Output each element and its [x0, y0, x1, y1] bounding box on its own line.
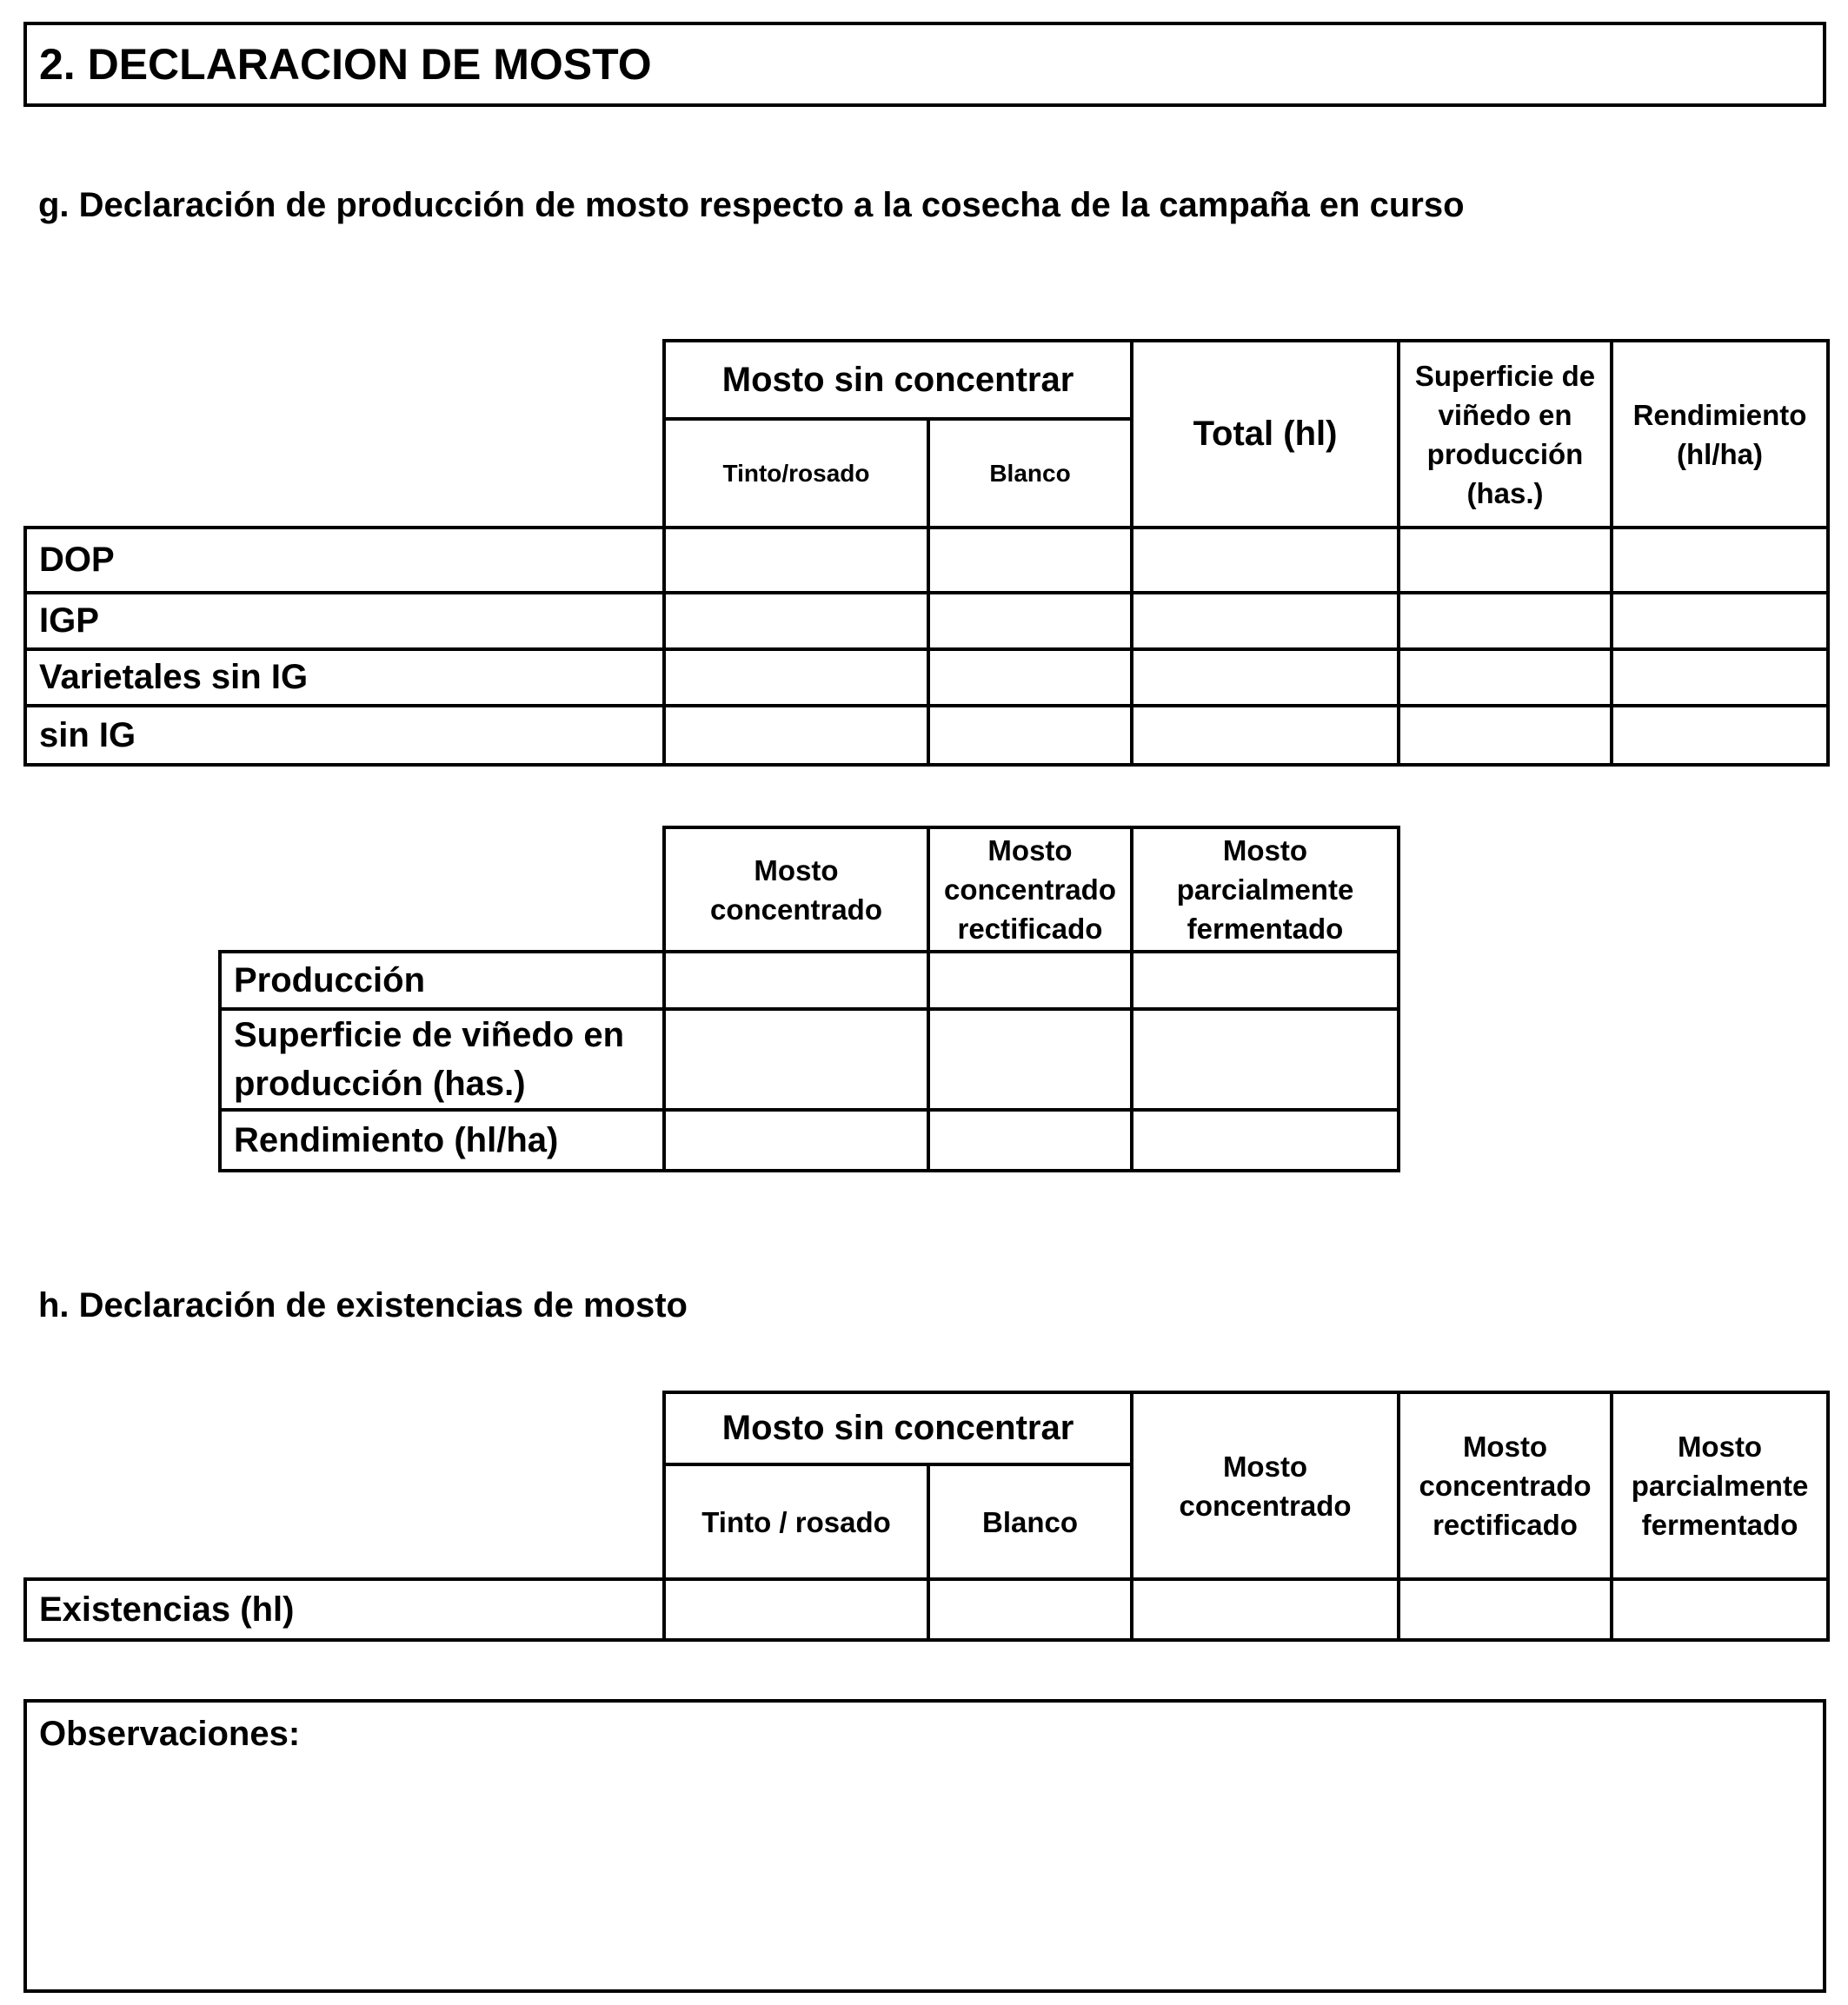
input-cell[interactable] [664, 593, 928, 649]
input-cell[interactable] [664, 952, 928, 1009]
input-cell[interactable] [1399, 706, 1612, 765]
production-table [23, 339, 1830, 767]
input-cell[interactable] [1132, 649, 1399, 706]
concentrated-table [218, 826, 1400, 1172]
input-cell[interactable] [1612, 706, 1828, 765]
header-mosto-concentrado: Mosto concentrado [664, 827, 928, 952]
row-label-igp: IGP [25, 593, 664, 649]
header-tinto-rosado: Tinto / rosado [664, 1464, 928, 1579]
header-blanco: Blanco [928, 1464, 1132, 1579]
input-cell[interactable] [1399, 593, 1612, 649]
input-cell[interactable] [1612, 649, 1828, 706]
input-cell[interactable] [928, 952, 1132, 1009]
row-label-existencias: Existencias (hl) [25, 1579, 664, 1640]
observaciones-label: Observaciones: [39, 1715, 301, 1753]
table-row [25, 593, 1828, 649]
input-cell[interactable] [1612, 593, 1828, 649]
header-mosto-parcialmente-fermentado: Mosto parcialmente fermentado [1612, 1392, 1828, 1579]
section-title: 2. DECLARACION DE MOSTO [23, 22, 1826, 107]
input-cell[interactable] [1399, 528, 1612, 593]
input-cell[interactable] [1399, 649, 1612, 706]
table-row [25, 1579, 1828, 1640]
input-cell[interactable] [664, 649, 928, 706]
header-blanco: Blanco [928, 419, 1132, 528]
input-cell[interactable] [664, 1110, 928, 1171]
input-cell[interactable] [928, 593, 1132, 649]
header-mosto-concentrado-rectificado: Mosto concentrado rectificado [1399, 1392, 1612, 1579]
empty-corner [220, 827, 664, 952]
header-mosto-sin-concentrar: Mosto sin concentrar [664, 341, 1132, 419]
row-label-dop: DOP [25, 528, 664, 593]
header-tinto-rosado: Tinto/rosado [664, 419, 928, 528]
header-mosto-parcialmente-fermentado: Mosto parcialmente fermentado [1132, 827, 1399, 952]
input-cell[interactable] [1132, 1110, 1399, 1171]
input-cell[interactable] [928, 528, 1132, 593]
input-cell[interactable] [928, 1579, 1132, 1640]
input-cell[interactable] [664, 528, 928, 593]
input-cell[interactable] [664, 706, 928, 765]
header-mosto-concentrado-rectificado: Mosto concentrado rectificado [928, 827, 1132, 952]
input-cell[interactable] [928, 1009, 1132, 1110]
input-cell[interactable] [1132, 528, 1399, 593]
row-label-varietales: Varietales sin IG [25, 649, 664, 706]
empty-corner [25, 1392, 664, 1579]
section-g-title: g. Declaración de producción de mosto respecto a la cosecha de la campaña en curso [38, 186, 1465, 224]
input-cell[interactable] [664, 1579, 928, 1640]
table-row [25, 649, 1828, 706]
input-cell[interactable] [1132, 952, 1399, 1009]
empty-corner [25, 341, 664, 528]
observaciones-box[interactable] [23, 1699, 1826, 1993]
input-cell[interactable] [928, 706, 1132, 765]
table-row [220, 1009, 1399, 1110]
table-row [25, 528, 1828, 593]
header-rendimiento: Rendimiento (hl/ha) [1612, 341, 1828, 528]
input-cell[interactable] [664, 1009, 928, 1110]
input-cell[interactable] [1132, 1009, 1399, 1110]
input-cell[interactable] [1132, 1579, 1399, 1640]
row-label-sin-ig: sin IG [25, 706, 664, 765]
header-total: Total (hl) [1132, 341, 1399, 528]
section-h-title: h. Declaración de existencias de mosto [38, 1286, 688, 1324]
row-label-rendimiento: Rendimiento (hl/ha) [220, 1110, 664, 1171]
input-cell[interactable] [1612, 528, 1828, 593]
header-mosto-concentrado: Mosto concentrado [1132, 1392, 1399, 1579]
input-cell[interactable] [928, 1110, 1132, 1171]
table-row [220, 1110, 1399, 1171]
input-cell[interactable] [1132, 706, 1399, 765]
row-label-superficie: Superficie de viñedo en producción (has.) [220, 1009, 664, 1110]
input-cell[interactable] [928, 649, 1132, 706]
input-cell[interactable] [1612, 1579, 1828, 1640]
table-row [220, 952, 1399, 1009]
table-row [25, 706, 1828, 765]
stock-table [23, 1391, 1830, 1642]
row-label-produccion: Producción [220, 952, 664, 1009]
input-cell[interactable] [1399, 1579, 1612, 1640]
header-superficie: Superficie de viñedo en producción (has.) [1399, 341, 1612, 528]
input-cell[interactable] [1132, 593, 1399, 649]
header-mosto-sin-concentrar: Mosto sin concentrar [664, 1392, 1132, 1464]
